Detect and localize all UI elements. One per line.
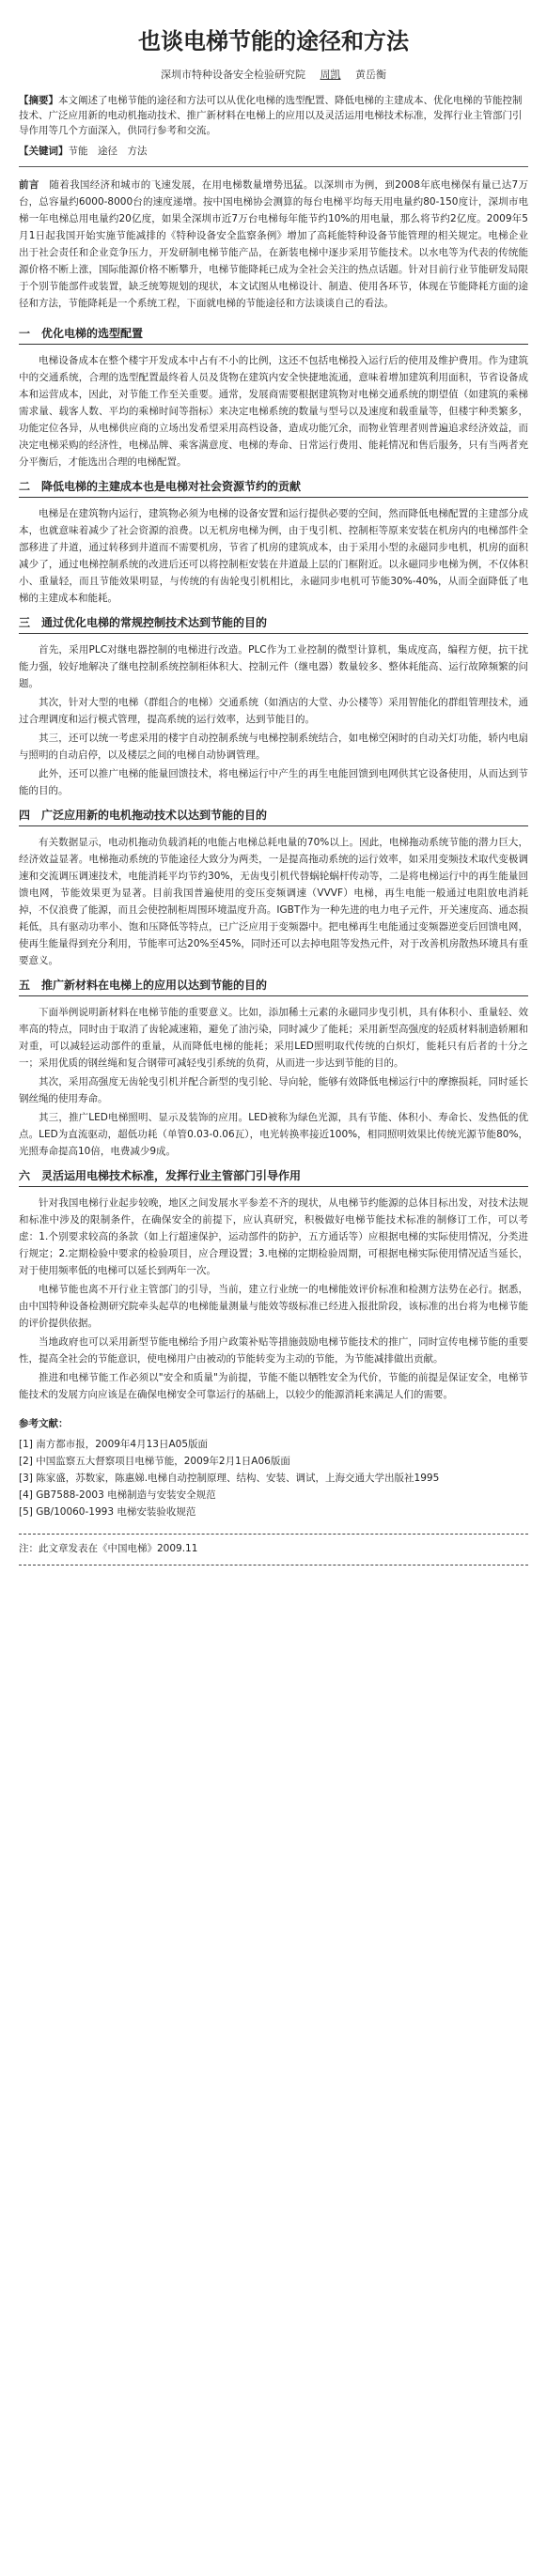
section-paragraph: 有关数据显示，电动机拖动负载消耗的电能占电梯总耗电量的70%以上。因此，电梯拖动系统节能的潜力巨大，经济效益显著。电梯拖动系统的节能途径大致分为两类，一是提高拖动系统的运行效率，如采用变频技术取代变极调速和交流调压调速技术，电能消耗平均节约30%，无齿曳引机代替蜗轮蜗杆传动等，二是将电梯运行中的再生能量回馈电网，节能效果更为显著。目前我国普遍使用的变压变频调速（VVVF）电梯，再生电能一般通过电阻放电消耗掉，不仅浪费了能源，而且会使控制柜周围环境温度升高。IGBT作为一种先进的电力电子元件，开关速度高、通态损耗低，具有驱动功率小、饱和压降低等特点，已广泛应用于变频器中。把电梯再生电能通过变频器逆变后回馈电网，使再生能量得到充分利用，节能率可达20%至45%，同时还可以去掉电阻等发热元件，对于改善机房散热环境具有重要意义。 (19, 837, 528, 966)
section-paragraph: 电梯是在建筑物内运行，建筑物必须为电梯的设备安置和运行提供必要的空间，然而降低电梯配置的主建部分成本，也就意味着减少了社会资源的浪费。以无机房电梯为例，由于曳引机、控制柜等原来安装在机房内的电梯部件全部移进了井道，通过转移到井道而不需要机房，节省了机房的建筑成本，由于采用小型的永磁同步电机，机房的面积减少了，通过电梯控制系统的改进后还可以将控制柜安装在井道最上层的门框附近。以永磁同步电梯为例，不仅体积小、重量轻，而且节能效果明显，与传统的有齿轮曳引机相比，永磁同步电机可节能30%-40%，从而全面降低了电梯的主建成本和能耗。 (19, 508, 528, 604)
section-paragraph: 推进和电梯节能工作必须以"安全和质量"为前提，节能不能以牺牲安全为代价，节能的前提是保证安全，电梯节能技术的发展方向应该是在确保电梯安全可靠运行的基础上，以较少的能源消耗来满足人们的需要。 (19, 1372, 528, 1400)
keywords-label: 【关键词】 (19, 146, 69, 157)
divider (19, 1565, 528, 1566)
divider (19, 166, 528, 167)
intro-label: 前言 (19, 179, 39, 191)
section-title: 五 推广新材料在电梯上的应用以达到节能的目的 (19, 979, 268, 992)
section-underline (19, 825, 528, 826)
section-underline (19, 1186, 528, 1187)
divider (19, 1534, 528, 1535)
section-title: 四 广泛应用新的电机拖动技术以达到节能的目的 (19, 809, 268, 822)
section (19, 478, 528, 607)
section-paragraph: 针对我国电梯行业起步较晚，地区之间发展水平参差不齐的现状，从电梯节约能源的总体目标出发，对技术法规和标准中涉及的限制条件，在确保安全的前提下，应认真研究，积极做好电梯节能技术标准的制修订工作，可以考虑：1.个别要求较高的条款（如上行超速保护，运动部件的防护，五方通话等）应根据电梯的实际使用情况，分类进行规定；2.定期检验中要求的检验项目，应合理设置；3.电梯的定期检验周期，可根据电梯实际使用情况适当延长，对于使用频率低的电梯可以延长到两年一次。 (19, 1197, 528, 1276)
reference-item: [4] GB7588-2003 电梯制造与安装安全规范 (19, 1489, 216, 1501)
section-paragraph: 首先，采用PLC对继电器控制的电梯进行改造。PLC作为工业控制的微型计算机，集成度高，编程方便，抗干扰能力强，较好地解决了继电控制系统控制柜体积大、控制元件（继电器）数量较多、整体耗能高、运行故障频繁的问题。 (19, 644, 528, 689)
section-title: 六 灵活运用电梯技术标准，发挥行业主管部门引导作用 (19, 1169, 302, 1182)
affiliation: 深圳市特种设备安全检验研究院 (161, 69, 305, 81)
section-underline (19, 344, 528, 345)
keywords-text: 节能 途径 方法 (68, 146, 148, 157)
section-title: 三 通过优化电梯的常规控制技术达到节能的目的 (19, 616, 268, 629)
abstract-text: 本文阐述了电梯节能的途径和方法可以从优化电梯的选型配置、降低电梯的主建成本、优化电梯的节能控制技术、广泛应用新的电动机拖动技术、推广新材料在电梯上的应用以及灵活运用电梯技术标准，发挥行业主管部门引导作用等几个方面深入，供同行参考和交流。 (19, 95, 523, 136)
references-list (19, 1436, 528, 1520)
section-underline (19, 497, 528, 498)
section-paragraph: 电梯节能也离不开行业主管部门的引导，当前，建立行业统一的电梯能效评价标准和检测方法势在必行。据悉，由中国特种设备检测研究院牵头起草的电梯能量测量与能效等级标准已经进入报批阶段，该标准的出台将为电梯节能的评价提供依据。 (19, 1284, 528, 1329)
section-underline (19, 995, 528, 996)
section-paragraph: 其次，针对大型的电梯（群组合的电梯）交通系统（如酒店的大堂、办公楼等）采用智能化的群组管理技术，通过合理调度和运行模式管理，提高系统的运行效率，达到节能目的。 (19, 697, 528, 725)
section-paragraph: 其次，采用高强度无齿轮曳引机并配合新型的曳引轮、导向轮，能够有效降低电梯运行中的摩擦损耗，同时延长钢丝绳的使用寿命。 (19, 1076, 528, 1104)
reference-item: [1] 南方都市报，2009年4月13日A05版面 (19, 1439, 209, 1450)
reference-item: [5] GB/10060-1993 电梯安装验收规范 (19, 1506, 196, 1518)
abstract (19, 93, 528, 138)
section-paragraph: 此外，还可以推广电梯的能量回馈技术，将电梯运行中产生的再生电能回馈到电网供其它设备使用，从而达到节能的目的。 (19, 768, 528, 796)
section-title: 二 降低电梯的主建成本也是电梯对社会资源节约的贡献 (19, 480, 302, 493)
section (19, 807, 528, 969)
document-title: 也谈电梯节能的途径和方法 (138, 28, 409, 54)
section-paragraph: 其三，还可以统一考虑采用的楼宇自动控制系统与电梯控制系统结合，如电梯空闲时的自动关灯功能，轿内电扇与照明的自动启停，以及楼层之间的电梯自动协调管理。 (19, 733, 528, 761)
keywords (19, 144, 528, 159)
section (19, 325, 528, 470)
author-line (19, 67, 528, 82)
reference-item: [2] 中国监察五大督察项目电梯节能，2009年2月1日A06版面 (19, 1456, 290, 1467)
abstract-label: 【摘要】 (19, 95, 58, 106)
section-paragraph: 其三，推广LED电梯照明、显示及装饰的应用。LED被称为绿色光源，具有节能、体积小、寿命长、发热低的优点。LED为直流驱动，超低功耗（单管0.03-0.06瓦），电光转换率接近100%，相同照明效果比传统光源节能80%，光照寿命提高10倍，电费减少9成。 (19, 1112, 528, 1157)
intro (19, 177, 528, 312)
section-paragraph: 电梯设备成本在整个楼宇开发成本中占有不小的比例，这还不包括电梯投入运行后的使用及维护费用。作为建筑中的交通系统，合理的选型配置最终着人员及货物在建筑内安全快捷地流通，意味着增加建筑利用面积，节省设备成本和运营成本，因此，对节能工作至关重要。通常，发展商需要根据建筑物对电梯交通系统的期望值（如建筑的乘梯需求量、载客人数、平均的乘梯时间等指标）来决定电梯系统的数量与型号以及速度和载重量等，但楼宇种类繁多，功能定位各异，从电梯供应商的立场出发希望采用高档设备，造成功能冗余，而物业管理者则普遍追求经济效益，而决定电梯采购的经济性，电梯品牌、乘客满意度、电梯的寿命、日常运行费用、能耗情况和售后服务，只有当两者充分平衡后，才能选出合理的电梯配置。 (19, 355, 528, 468)
reference-item: [3] 陈家盛，苏数家，陈惠娣.电梯自动控制原理、结构、安装、调试，上海交通大学出版社1995 (19, 1473, 440, 1484)
footnote: 注：此文章发表在《中国电梯》2009.11 (19, 1543, 198, 1554)
intro-text: 随着我国经济和城市的飞速发展，在用电梯数量增势迅猛。以深圳市为例，到2008年底电梯保有量已达7万台，总容量约6000-8000台的速度递增。按中国电梯协会测算的每台电梯平均每天用电量约80-150度计，深圳市电梯一年电梯总用电量约20亿度，如果全深圳市近7万台电梯每年能节约10%的用电量，那么将节约2亿度。2009年5月1日起我国开始实施节能减排的《特种设备安全监察条例》增加了高耗能特种设备节能管理的相关规定。电梯企业出于社会责任和企业竞争压力，开发研制电梯节能产品，在新装电梯中逐步采用节能技术。以水电等为代表的传统能源价格不断上涨，国际能源价格不断攀升，电梯节能降耗已成为全社会关注的热点话题。针对目前行业节能研发局限于个别节能部件或装置，缺乏统筹规划的现状，本文试图从电梯设计、制造、使用各环节，体现在节能降耗方面的途径和方法，节能降耗是一个系统工程，下面就电梯的节能途径和方法谈谈自己的看法。 (19, 179, 529, 309)
section-underline (19, 633, 528, 634)
author-2: 黄岳衡 (355, 69, 386, 81)
section-paragraph: 下面举例说明新材料在电梯节能的重要意义。比如，添加稀土元素的永磁同步曳引机，具有体积小、重量轻、效率高的特点，同时由于取消了齿轮减速箱，避免了油污染，同时减少了能耗；采用新型高强度的轻质材料制造轿厢和对重，可以减轻运动部件的重量，从而降低电梯的能耗；采用LED照明取代传统的白炽灯，能耗只有后者的十分之一；采用优质的钢丝绳和复合钢带可减轻曳引系统的负荷，从而进一步达到节能的目的。 (19, 1007, 528, 1069)
section (19, 977, 528, 1160)
section (19, 1167, 528, 1403)
author-1: 周凯 (320, 69, 341, 81)
section-title: 一 优化电梯的选型配置 (19, 327, 144, 340)
section (19, 614, 528, 799)
sections (19, 325, 528, 1403)
section-paragraph: 当地政府也可以采用新型节能电梯给予用户政策补贴等措施鼓励电梯节能技术的推广，同时宣传电梯节能的重要性，提高全社会的节能意识，使电梯用户由被动的节能转变为主动的节能，为节能减排做出贡献。 (19, 1336, 528, 1365)
references-title: 参考文献： (19, 1418, 69, 1429)
